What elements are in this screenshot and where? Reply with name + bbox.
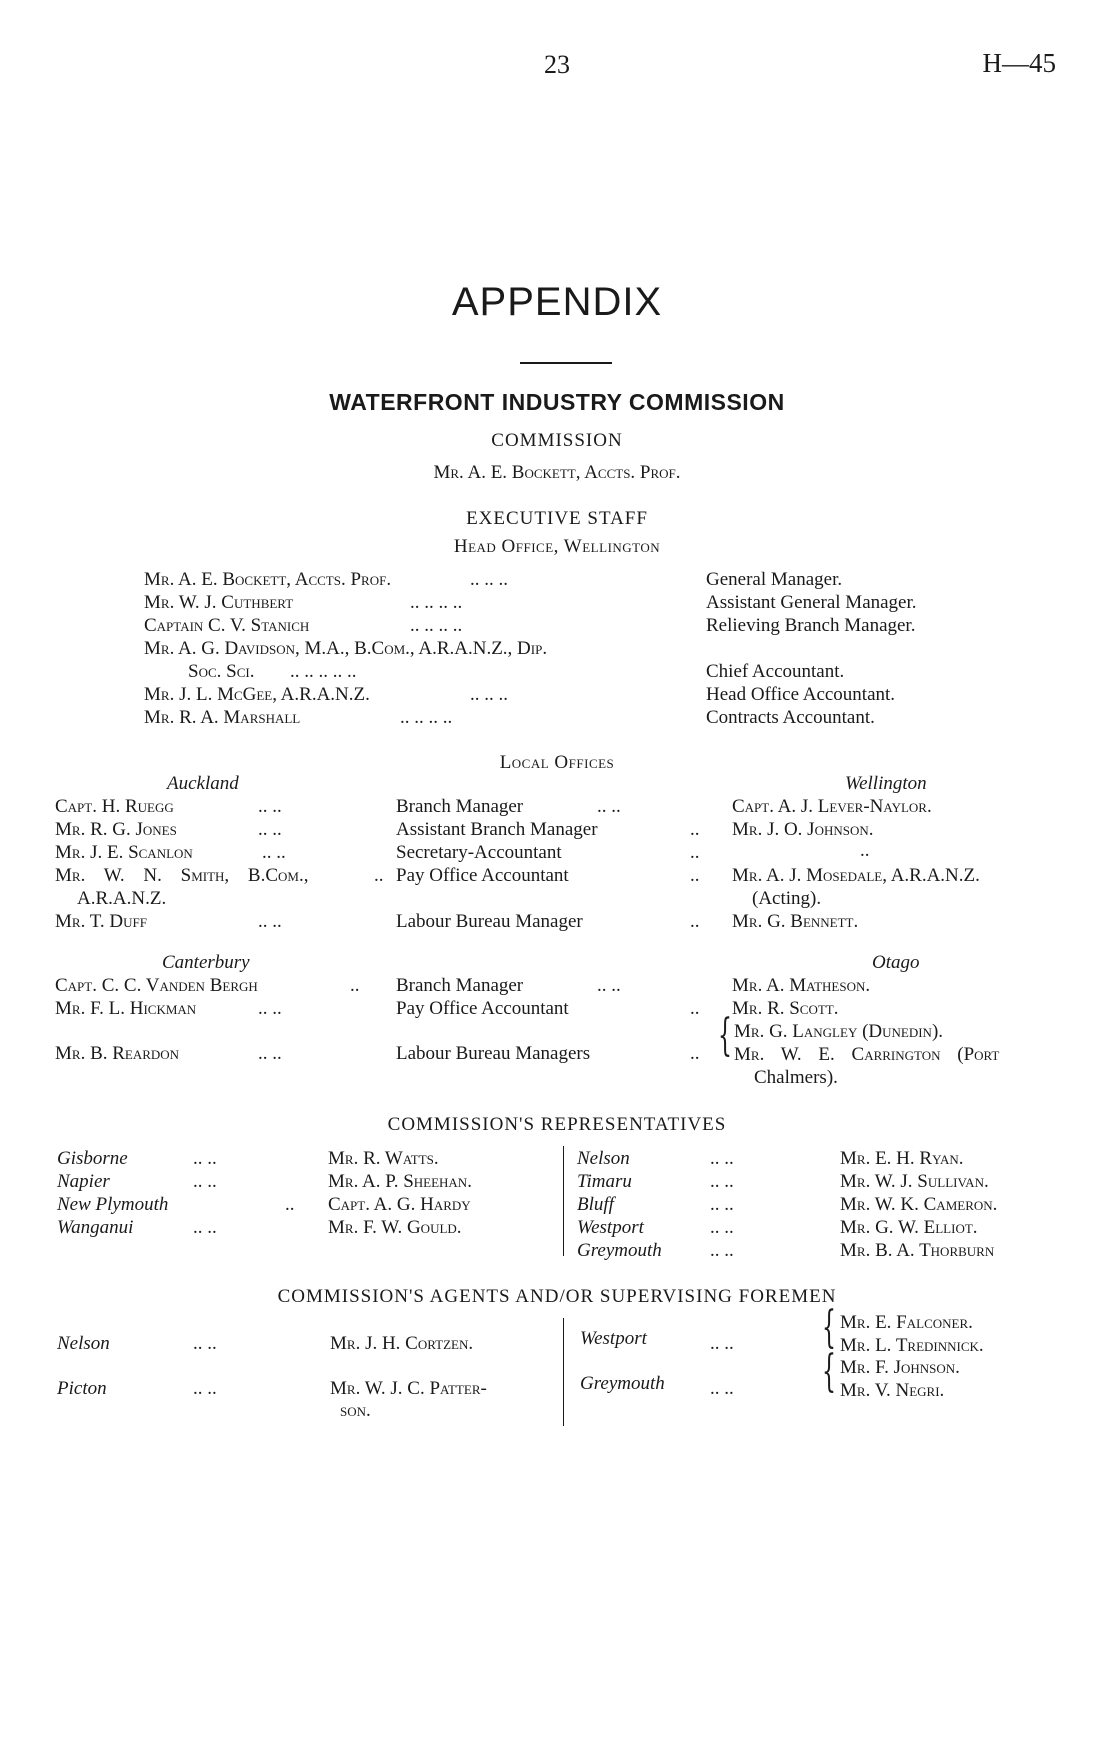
role: Labour Bureau Managers	[396, 1043, 591, 1064]
rep-place: Wanganui	[57, 1217, 134, 1238]
commission-heading: COMMISSION	[491, 430, 623, 451]
rep-name: Mr. G. W. Elliot.	[840, 1217, 978, 1238]
otago-name: Mr. G. Langley (Dunedin).	[734, 1021, 944, 1042]
exec-dots: .. .. ..	[470, 684, 508, 705]
exec-name: Soc. Sci.	[188, 661, 255, 682]
rep-dots: .. ..	[710, 1171, 734, 1192]
otago-label: Otago	[872, 952, 920, 973]
commission-member-text: Mr. A. E. Bockett, Accts. Prof.	[433, 462, 681, 483]
role: Pay Office Accountant	[396, 865, 569, 886]
role-dots: .. ..	[597, 796, 621, 817]
agent-name: Mr. V. Negri.	[840, 1380, 945, 1401]
auckland-name: Mr. J. E. Scanlon	[55, 842, 193, 863]
column-divider	[563, 1146, 564, 1256]
rep-dots: ..	[285, 1194, 295, 1215]
role: Branch Manager	[396, 796, 524, 817]
rep-place: Greymouth	[577, 1240, 662, 1261]
auckland-dots: ..	[374, 865, 384, 886]
rep-dots: .. ..	[193, 1148, 217, 1169]
role-dots: .. ..	[597, 975, 621, 996]
agent-name-cont: son.	[340, 1400, 371, 1421]
agent-place: Greymouth	[580, 1373, 665, 1394]
agent-name: Mr. J. H. Cortzen.	[330, 1333, 474, 1354]
wellington-name: Mr. A. J. Mosedale, A.R.A.N.Z.	[732, 865, 980, 886]
exec-name: Mr. R. A. Marshall	[144, 707, 301, 728]
auckland-name: Mr. T. Duff	[55, 911, 147, 932]
exec-role: Relieving Branch Manager.	[706, 615, 916, 636]
brace-icon: {	[718, 1010, 732, 1061]
exec-dots: .. .. .. ..	[400, 707, 453, 728]
role-dots: ..	[690, 865, 700, 886]
role-dots: ..	[690, 819, 700, 840]
canterbury-name: Mr. B. Reardon	[55, 1043, 180, 1064]
agent-dots: .. ..	[193, 1378, 217, 1399]
auckland-dots: .. ..	[262, 842, 286, 863]
rep-name: Capt. A. G. Hardy	[328, 1194, 471, 1215]
role: Labour Bureau Manager	[396, 911, 583, 932]
agent-name: Mr. W. J. C. Patter-	[330, 1378, 487, 1399]
rep-dots: .. ..	[193, 1217, 217, 1238]
exec-role: Head Office Accountant.	[706, 684, 896, 705]
exec-name: Mr. A. G. Davidson, M.A., B.Com., A.R.A.N.Z., Dip.	[144, 638, 548, 659]
agent-place: Westport	[580, 1328, 647, 1349]
rep-name: Mr. A. P. Sheehan.	[328, 1171, 472, 1192]
title-rule	[520, 362, 612, 364]
exec-role: General Manager.	[706, 569, 843, 590]
rep-place: Westport	[577, 1217, 644, 1238]
exec-name: Mr. A. E. Bockett, Accts. Prof.	[144, 569, 392, 590]
wellington-name: Capt. A. J. Lever-Naylor.	[732, 796, 932, 817]
canterbury-dots: ..	[350, 975, 360, 996]
exec-name: Captain C. V. Stanich	[144, 615, 310, 636]
otago-name: Mr. W. E. Carrington (Port	[734, 1044, 1000, 1065]
wellington-name: (Acting).	[752, 888, 822, 909]
rep-name: Mr. B. A. Thorburn	[840, 1240, 995, 1261]
local-offices-heading: Local Offices	[499, 752, 615, 773]
agent-dots: .. ..	[710, 1378, 734, 1399]
exec-dots: .. .. .. ..	[410, 592, 463, 613]
agent-dots: .. ..	[710, 1333, 734, 1354]
commission-member	[0, 462, 1114, 484]
rep-name: Mr. E. H. Ryan.	[840, 1148, 964, 1169]
agent-dots: .. ..	[193, 1333, 217, 1354]
rep-dots: .. ..	[710, 1217, 734, 1238]
agent-place: Picton	[57, 1378, 107, 1399]
auckland-dots: .. ..	[258, 796, 282, 817]
auckland-name: A.R.A.N.Z.	[77, 888, 167, 909]
agent-place: Nelson	[57, 1333, 110, 1354]
canterbury-dots: .. ..	[258, 1043, 282, 1064]
role: Assistant Branch Manager	[396, 819, 598, 840]
auckland-dots: .. ..	[258, 911, 282, 932]
rep-place: New Plymouth	[57, 1194, 169, 1215]
wellington-name: ..	[860, 840, 870, 861]
role-dots: ..	[690, 842, 700, 863]
rep-name: Mr. F. W. Gould.	[328, 1217, 462, 1238]
auckland-name: Mr. W. N. Smith, B.Com.,	[55, 865, 309, 886]
exec-role: Contracts Accountant.	[706, 707, 875, 728]
rep-place: Bluff	[577, 1194, 614, 1215]
wellington-name: Mr. G. Bennett.	[732, 911, 859, 932]
role: Secretary-Accountant	[396, 842, 562, 863]
rep-dots: .. ..	[710, 1240, 734, 1261]
rep-place: Napier	[57, 1171, 110, 1192]
exec-name: Mr. W. J. Cuthbert	[144, 592, 294, 613]
rep-place: Nelson	[577, 1148, 630, 1169]
representatives-heading: COMMISSION'S REPRESENTATIVES	[387, 1114, 727, 1135]
auckland-name: Mr. R. G. Jones	[55, 819, 177, 840]
role-dots: ..	[690, 911, 700, 932]
brace-icon: {	[822, 1302, 836, 1353]
rep-dots: .. ..	[710, 1194, 734, 1215]
canterbury-name: Mr. F. L. Hickman	[55, 998, 197, 1019]
page-number: 23	[544, 50, 570, 79]
role-dots: ..	[690, 1043, 700, 1064]
otago-name: Mr. R. Scott.	[732, 998, 839, 1019]
rep-dots: .. ..	[193, 1171, 217, 1192]
rep-dots: .. ..	[710, 1148, 734, 1169]
auckland-dots: .. ..	[258, 819, 282, 840]
role-dots: ..	[690, 998, 700, 1019]
rep-place: Gisborne	[57, 1148, 128, 1169]
rep-name: Mr. R. Watts.	[328, 1148, 439, 1169]
auckland-label: Auckland	[167, 773, 239, 794]
agent-name: Mr. L. Tredinnick.	[840, 1335, 984, 1356]
canterbury-label: Canterbury	[162, 952, 250, 973]
canterbury-name: Capt. C. C. Vanden Bergh	[55, 975, 258, 996]
rep-place: Timaru	[577, 1171, 632, 1192]
rep-name: Mr. W. K. Cameron.	[840, 1194, 998, 1215]
main-heading: WATERFRONT INDUSTRY COMMISSION	[329, 389, 785, 415]
wellington-name: Mr. J. O. Johnson.	[732, 819, 874, 840]
agents-heading: COMMISSION'S AGENTS AND/OR SUPERVISING FOREMEN	[277, 1286, 837, 1307]
exec-dots: .. .. ..	[470, 569, 508, 590]
otago-name: Chalmers).	[754, 1067, 838, 1088]
executive-subheading: Head Office, Wellington	[453, 536, 661, 557]
page-title: APPENDIX	[451, 280, 663, 324]
role: Pay Office Accountant	[396, 998, 569, 1019]
rep-name: Mr. W. J. Sullivan.	[840, 1171, 989, 1192]
agent-name: Mr. E. Falconer.	[840, 1312, 973, 1333]
role: Branch Manager	[396, 975, 524, 996]
wellington-label: Wellington	[845, 773, 927, 794]
auckland-name: Capt. H. Ruegg	[55, 796, 174, 817]
exec-dots: .. .. .. ..	[410, 615, 463, 636]
otago-name: Mr. A. Matheson.	[732, 975, 871, 996]
document-code: H—45	[982, 48, 1056, 78]
executive-heading: EXECUTIVE STAFF	[466, 508, 648, 529]
agent-name: Mr. F. Johnson.	[840, 1357, 960, 1378]
exec-role: Assistant General Manager.	[706, 592, 917, 613]
column-divider	[563, 1318, 564, 1426]
exec-role: Chief Accountant.	[706, 661, 845, 682]
canterbury-dots: .. ..	[258, 998, 282, 1019]
exec-name: Mr. J. L. McGee, A.R.A.N.Z.	[144, 684, 370, 705]
brace-icon: {	[822, 1346, 836, 1397]
exec-dots: .. .. .. .. ..	[290, 661, 357, 682]
